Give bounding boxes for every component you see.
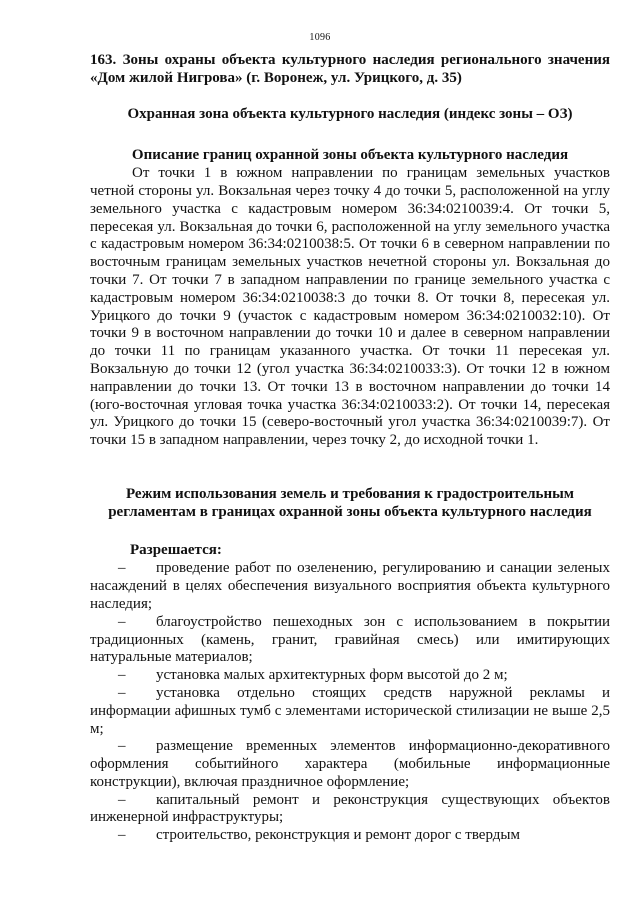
boundaries-description: От точки 1 в южном направлении по границам земельных участков четной стороны ул. Вокзальная через точку 4 до точки 5, расположенной на углу земельного участка с кадастровым номером 36:34:0210039:4. От точки 5, пересекая ул. Вокзальная до точки 6, расположенной на углу земельного участка с кадастровым номером 36:34:0210038:5. От точки 6 в северном направлении по восточным границам земельных участков нечетной стороны ул. Вокзальная до точки 7. От точки 7 в западном направлении по границе земельного участка с кадастровым номером 36:34:0210038:3 до точки 8. От точки 8, пересекая ул. Урицкого до точки 9 (участок с кадастровым номером 36:34:0210032:10). От точки 9 в восточном направлении до точки 10 и далее в северном направлении до точки 11 по границам указанного участка. От точки 11 пересекая ул. Вокзальную до точки 12 (угол участка 36:34:0210033:3). От точки 12 в южном направлении до точки 13. От точки 13 в восточном направлении до точки 14 (юго-восточная угловая точка участка 36:34:0210033:2). От точки 14, пересекая ул. Урицкого до точки 15 (северо-восточный угол участка 36:34:0210039:7). От точки 15 в западном направлении, через точку 2, до исходной точки 1. [90, 165, 610, 449]
list-item [90, 685, 610, 738]
list-item-text: установка малых архитектурных форм высотой до 2 м; [156, 667, 508, 684]
dash-bullet: – [118, 560, 126, 577]
dash-bullet: – [118, 667, 126, 684]
list-item-text: капитальный ремонт и реконструкция существующих объектов инженерной инфраструктуры; [90, 791, 610, 826]
dash-bullet: – [118, 738, 126, 755]
regime-heading: Режим использования земель и требования к градостроительным регламентам в границах охранной зоны объекта культурного наследия [108, 485, 592, 520]
document-body [90, 44, 610, 845]
list-item [90, 667, 610, 685]
dash-bullet: – [118, 613, 126, 630]
allowed-heading: Разрешается: [130, 541, 222, 558]
list-item-text: размещение временных элементов информационно-декоративного оформления событийного характера (мобильные информационные конструкции), включая праздничное оформление; [90, 738, 610, 790]
list-item [90, 614, 610, 667]
list-item [90, 792, 610, 828]
dash-bullet: – [118, 791, 126, 808]
page-number: 1096 [309, 32, 331, 43]
list-item-text: проведение работ по озеленению, регулированию и санации зеленых насаждений в целях обеспечения визуального восприятия объекта культурного наследия; [90, 560, 610, 612]
list-item-text: благоустройство пешеходных зон с использованием в покрытии традиционных (камень, гранит, гравийная смесь) или имитирующих натуральные материалов; [90, 613, 610, 666]
zone-heading: Охранная зона объекта культурного наследия (индекс зоны – ОЗ) [127, 105, 573, 122]
list-item [90, 560, 610, 613]
document-title: 163. Зоны охраны объекта культурного наследия регионального значения «Дом жилой Нигрова» (г. Воронеж, ул. Урицкого, д. 35) [90, 52, 610, 86]
list-item-text: строительство, реконструкция и ремонт дорог с твердым [156, 827, 520, 844]
list-item [90, 738, 610, 791]
allowed-list [90, 560, 610, 845]
list-item-text: установка отдельно стоящих средств наружной рекламы и информации афишных тумб с элементами исторической стилизации не выше 2,5 м; [90, 684, 610, 737]
list-item [90, 827, 610, 845]
boundaries-heading: Описание границ охранной зоны объекта культурного наследия [131, 147, 569, 164]
dash-bullet: – [118, 827, 126, 844]
dash-bullet: – [118, 684, 126, 701]
